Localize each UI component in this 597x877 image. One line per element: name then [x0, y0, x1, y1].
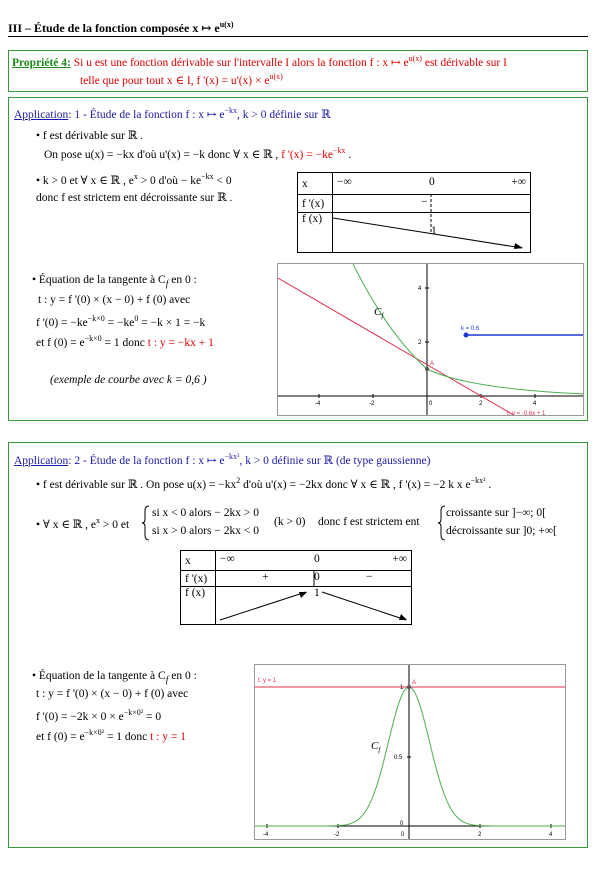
vt2-pinf: +∞ [392, 553, 407, 565]
vt1-one: 1 [431, 225, 437, 237]
vt1-pinf: +∞ [511, 176, 526, 188]
app2-f-zero: et f $(0) = e^{-k\times 0^2} = 1$ donc t : y = 1 [36, 728, 187, 743]
graph1-xtick: 0 [429, 401, 433, 407]
vt1-f-label: f (x) [298, 213, 333, 253]
app2-bullet1: • f est dérivable sur ℝ . On pose $u(x) = -kx^2$ d'où u'(x) = −2kx donc ∀ x ∈ ℝ , f '(x) = −2 k x $e^{-kx^2}$ . [36, 476, 492, 491]
cases-k: (k > 0) [274, 516, 306, 528]
graph1-xtick: 4 [533, 401, 537, 407]
graph1-xtick: -4 [315, 401, 321, 407]
app2-derivative-zero: f '$(0) = -2k \times 0 \times e^{-k\times 0^2} = 0$ [36, 708, 162, 723]
graph-1 [277, 263, 584, 416]
app1-bullet2-line2: donc f est strictem ent décroissante sur ℝ . [36, 192, 233, 204]
vt1-sign: − [421, 196, 428, 208]
graph2-point-a-label: A [412, 680, 417, 686]
graph2-ytick: 0.5 [394, 755, 403, 761]
app2-tangent-eq: t : y = f '(0) × (x − 0) + f (0) avec [36, 688, 189, 700]
vt2-minf: −∞ [220, 553, 235, 565]
cases-brace [142, 505, 150, 541]
graph1-tangent-label: t: y = -0.6x + 1 [507, 411, 546, 416]
app1-heading: Application: 1 - Étude de la fonction f : x ↦ $e^{-kx}$, k > 0 définie sur ℝ [14, 106, 331, 121]
graph1-curve-label: $C_f$ [374, 306, 384, 320]
app2-bullet2: • ∀ x ∈ ℝ , $e^x > 0$ et [36, 516, 130, 531]
vt2-plus: + [262, 571, 269, 583]
graph2-ytick: 1 [400, 685, 404, 691]
app2-tangent-title: • Équation de la tangente à $C_f$ en 0 : [32, 670, 197, 686]
graph2-xtick: -4 [263, 832, 269, 838]
cases-line2: si x > 0 alors − 2kx < 0 [152, 525, 259, 537]
graph1-point-a-label: A [430, 361, 435, 367]
graph2-ytick: 0 [400, 821, 404, 827]
graph1-xtick: -2 [369, 401, 375, 407]
vt2-arrows [180, 550, 420, 630]
graph2-tangent-label: t: y = 1 [258, 678, 277, 684]
vt2-f-label: f (x) [181, 587, 216, 625]
graph1-point-a [425, 367, 429, 371]
vt2-minus: − [366, 571, 373, 583]
vt2-fp-label: f '(x) [181, 571, 216, 587]
vt2-x-label: x [181, 551, 216, 571]
graph2-svg [255, 665, 566, 840]
vt2-zero: 0 [314, 553, 320, 565]
graph2-point-a [407, 685, 411, 689]
graph1-svg [278, 264, 584, 416]
vt1-fp-label: f '(x) [298, 195, 333, 213]
monotony-line1: croissante sur ]−∞; 0[ [446, 507, 546, 519]
app1-tangent-eq: t : y = f '(0) × (x − 0) + f (0) avec [38, 294, 191, 306]
graph2-curve-label: $C_f$ [371, 740, 381, 754]
vt1-arrows [297, 172, 537, 257]
graph2-xtick: 2 [478, 832, 482, 838]
app2-heading: Application: 2 - Étude de la fonction f : x ↦ $e^{-kx^2}$, k > 0 définie sur ℝ (de type gaussienne) [14, 452, 431, 467]
app2-monotony-text: donc f est strictem ent [318, 516, 420, 528]
section-title: III – Étude de la fonction composée x ↦ $e^{u(x)}$ [8, 20, 234, 35]
vt1-x-label: x [298, 173, 333, 195]
monotony-brace [438, 505, 446, 541]
graph1-slider-handle[interactable] [464, 333, 469, 338]
graph1-ytick: 2 [418, 340, 422, 346]
property-line1: Propriété 4: Si u est une fonction dérivable sur l'intervalle I alors la fonction f : x ↦ $e^{u(x)}$ est dérivable sur I [12, 54, 507, 69]
vt1-zero: 0 [429, 176, 435, 188]
property-line2: telle que pour tout x ∈ I, f '$(x) = u'(x) \times e^{u(x)}$ [80, 72, 283, 87]
vt1-minf: −∞ [337, 176, 352, 188]
app1-bullet2-line1: • k > 0 et ∀ x ∈ ℝ , $e^x > 0$ d'où − $ke^{-kx} < 0$ [36, 172, 232, 187]
graph1-xtick: 2 [479, 401, 483, 407]
vt2-zero-sign: 0 [314, 571, 320, 583]
graph1-ytick: 4 [418, 286, 422, 292]
monotony-line2: décroissante sur ]0; +∞[ [446, 525, 557, 537]
vt2-one: 1 [314, 587, 320, 599]
app1-bullet1-line1: • f est dérivable sur ℝ . [36, 130, 144, 142]
graph1-k-label: k = 0.6 [461, 326, 480, 332]
cases-line1: si x < 0 alors − 2kx > 0 [152, 507, 259, 519]
title-underline [8, 36, 588, 37]
app1-example-note: (exemple de courbe avec k = 0,6 ) [50, 374, 207, 386]
app1-tangent-title: • Équation de la tangente à $C_f$ en 0 : [32, 274, 197, 290]
app1-f-zero: et f $(0) = e^{-k\times 0} = 1$ donc t : y = −kx + 1 [36, 334, 214, 349]
graph2-xtick: -2 [334, 832, 340, 838]
property-label: Propriété 4: [12, 56, 71, 69]
graph-2 [254, 664, 566, 840]
graph2-xtick: 4 [549, 832, 553, 838]
graph2-xtick: 0 [401, 832, 405, 838]
app1-derivative-zero: f '$(0) = -ke^{-k\times 0} = -ke^0 = -k \times 1 = -k$ [36, 314, 206, 329]
app1-bullet1-line2: On pose u(x) = −kx d'où u'(x) = −k donc ∀ x ∈ ℝ , f '$(x) = -ke^{-kx}$ . [44, 146, 352, 161]
